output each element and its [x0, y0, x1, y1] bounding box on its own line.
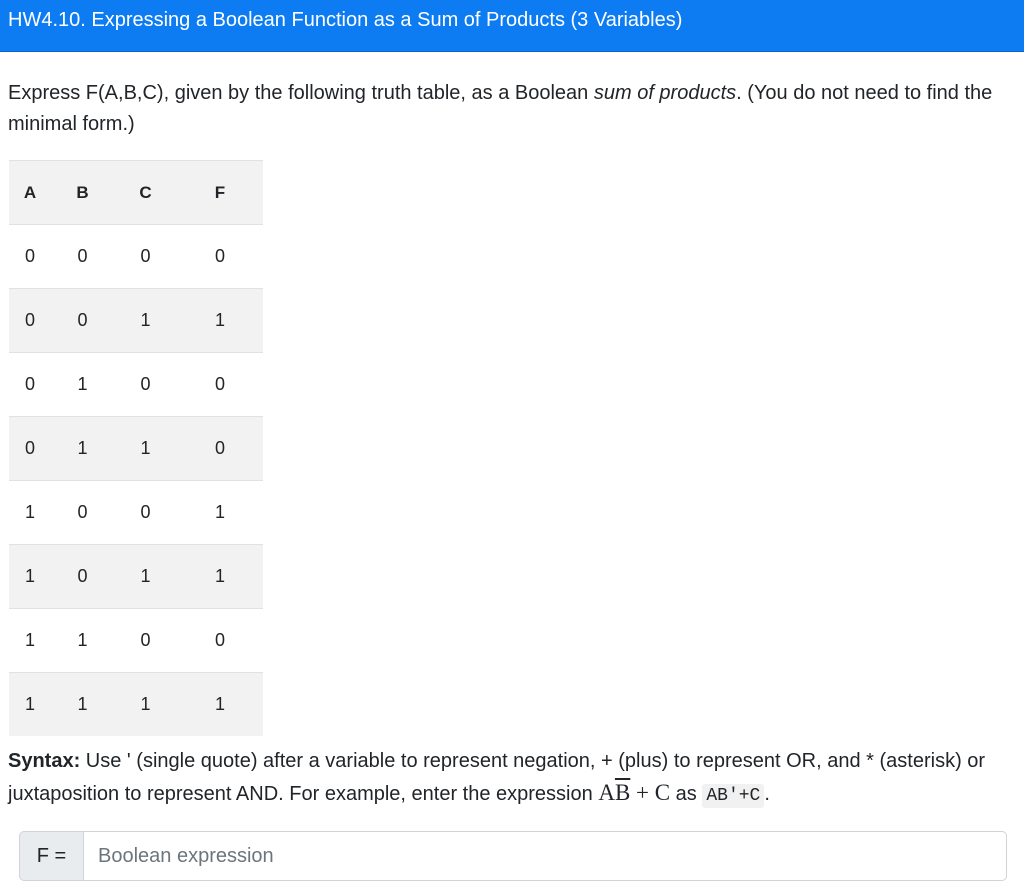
table-cell: 0: [177, 225, 263, 289]
table-cell: 0: [51, 481, 114, 545]
table-row: [9, 609, 263, 673]
math-example: [598, 780, 670, 805]
table-cell: 0: [177, 353, 263, 417]
table-cell: 1: [114, 289, 177, 353]
table-row: [9, 673, 263, 737]
table-cell: 0: [114, 481, 177, 545]
question-prompt: [8, 78, 1013, 140]
table-cell: 1: [177, 673, 263, 737]
table-cell: 0: [177, 417, 263, 481]
header-cell-c: C: [114, 161, 177, 225]
table-cell: 1: [51, 673, 114, 737]
table-cell: 0: [9, 225, 51, 289]
header-cell-b: B: [51, 161, 114, 225]
table-cell: 0: [9, 289, 51, 353]
math-b-negated: $\overline{B}$: [614, 780, 631, 805]
table-cell: 0: [51, 545, 114, 609]
prompt-emphasis: sum of products: [593, 82, 737, 104]
table-row: [9, 481, 263, 545]
table-row: [9, 289, 263, 353]
page-title: HW4.10. Expressing a Boolean Function as a Sum of Products (3 Variables): [8, 9, 683, 31]
table-cell: 1: [177, 481, 263, 545]
page-header: [0, 0, 1024, 52]
table-cell: 1: [177, 545, 263, 609]
table-cell: 1: [114, 417, 177, 481]
table-cell: 1: [114, 673, 177, 737]
syntax-label: Syntax:: [8, 750, 81, 772]
table-cell: 1: [51, 353, 114, 417]
prompt-text-after: . (You do not need to find the minimal form.): [8, 82, 993, 135]
table-cell: 0: [51, 289, 114, 353]
boolean-expression-input[interactable]: [83, 831, 1007, 881]
answer-input-group: [19, 831, 1007, 881]
table-row: [9, 417, 263, 481]
table-row: [9, 353, 263, 417]
header-cell-f: F: [177, 161, 263, 225]
math-a: A: [598, 780, 615, 805]
table-cell: 0: [114, 225, 177, 289]
answer-label: F =: [19, 831, 83, 881]
truth-table: [9, 160, 263, 736]
table-cell: 1: [51, 609, 114, 673]
table-cell: 1: [51, 417, 114, 481]
prompt-text-before: Express F(A,B,C), given by the following truth table, as a Boolean: [8, 82, 594, 104]
syntax-text: Use ' (single quote) after a variable to represent negation, + (plus) to represent OR, and * (asterisk) or juxtaposition to represent AND. For example, enter the expression: [8, 750, 986, 805]
table-cell: 1: [9, 673, 51, 737]
syntax-as-text: as: [670, 783, 703, 805]
header-cell-a: A: [9, 161, 51, 225]
syntax-end: .: [764, 783, 770, 805]
code-example: AB'+C: [702, 784, 764, 808]
table-row: [9, 545, 263, 609]
table-cell: 1: [177, 289, 263, 353]
table-cell: 0: [114, 609, 177, 673]
syntax-help: [8, 745, 1013, 812]
table-cell: 0: [9, 417, 51, 481]
table-cell: 1: [9, 609, 51, 673]
math-rest: + C: [630, 780, 671, 805]
table-cell: 0: [114, 353, 177, 417]
table-cell: 0: [177, 609, 263, 673]
table-row: [9, 225, 263, 289]
table-cell: 1: [9, 545, 51, 609]
table-cell: 0: [51, 225, 114, 289]
table-cell: 0: [9, 353, 51, 417]
table-cell: 1: [114, 545, 177, 609]
table-cell: 1: [9, 481, 51, 545]
truth-table-header-row: [9, 161, 263, 225]
